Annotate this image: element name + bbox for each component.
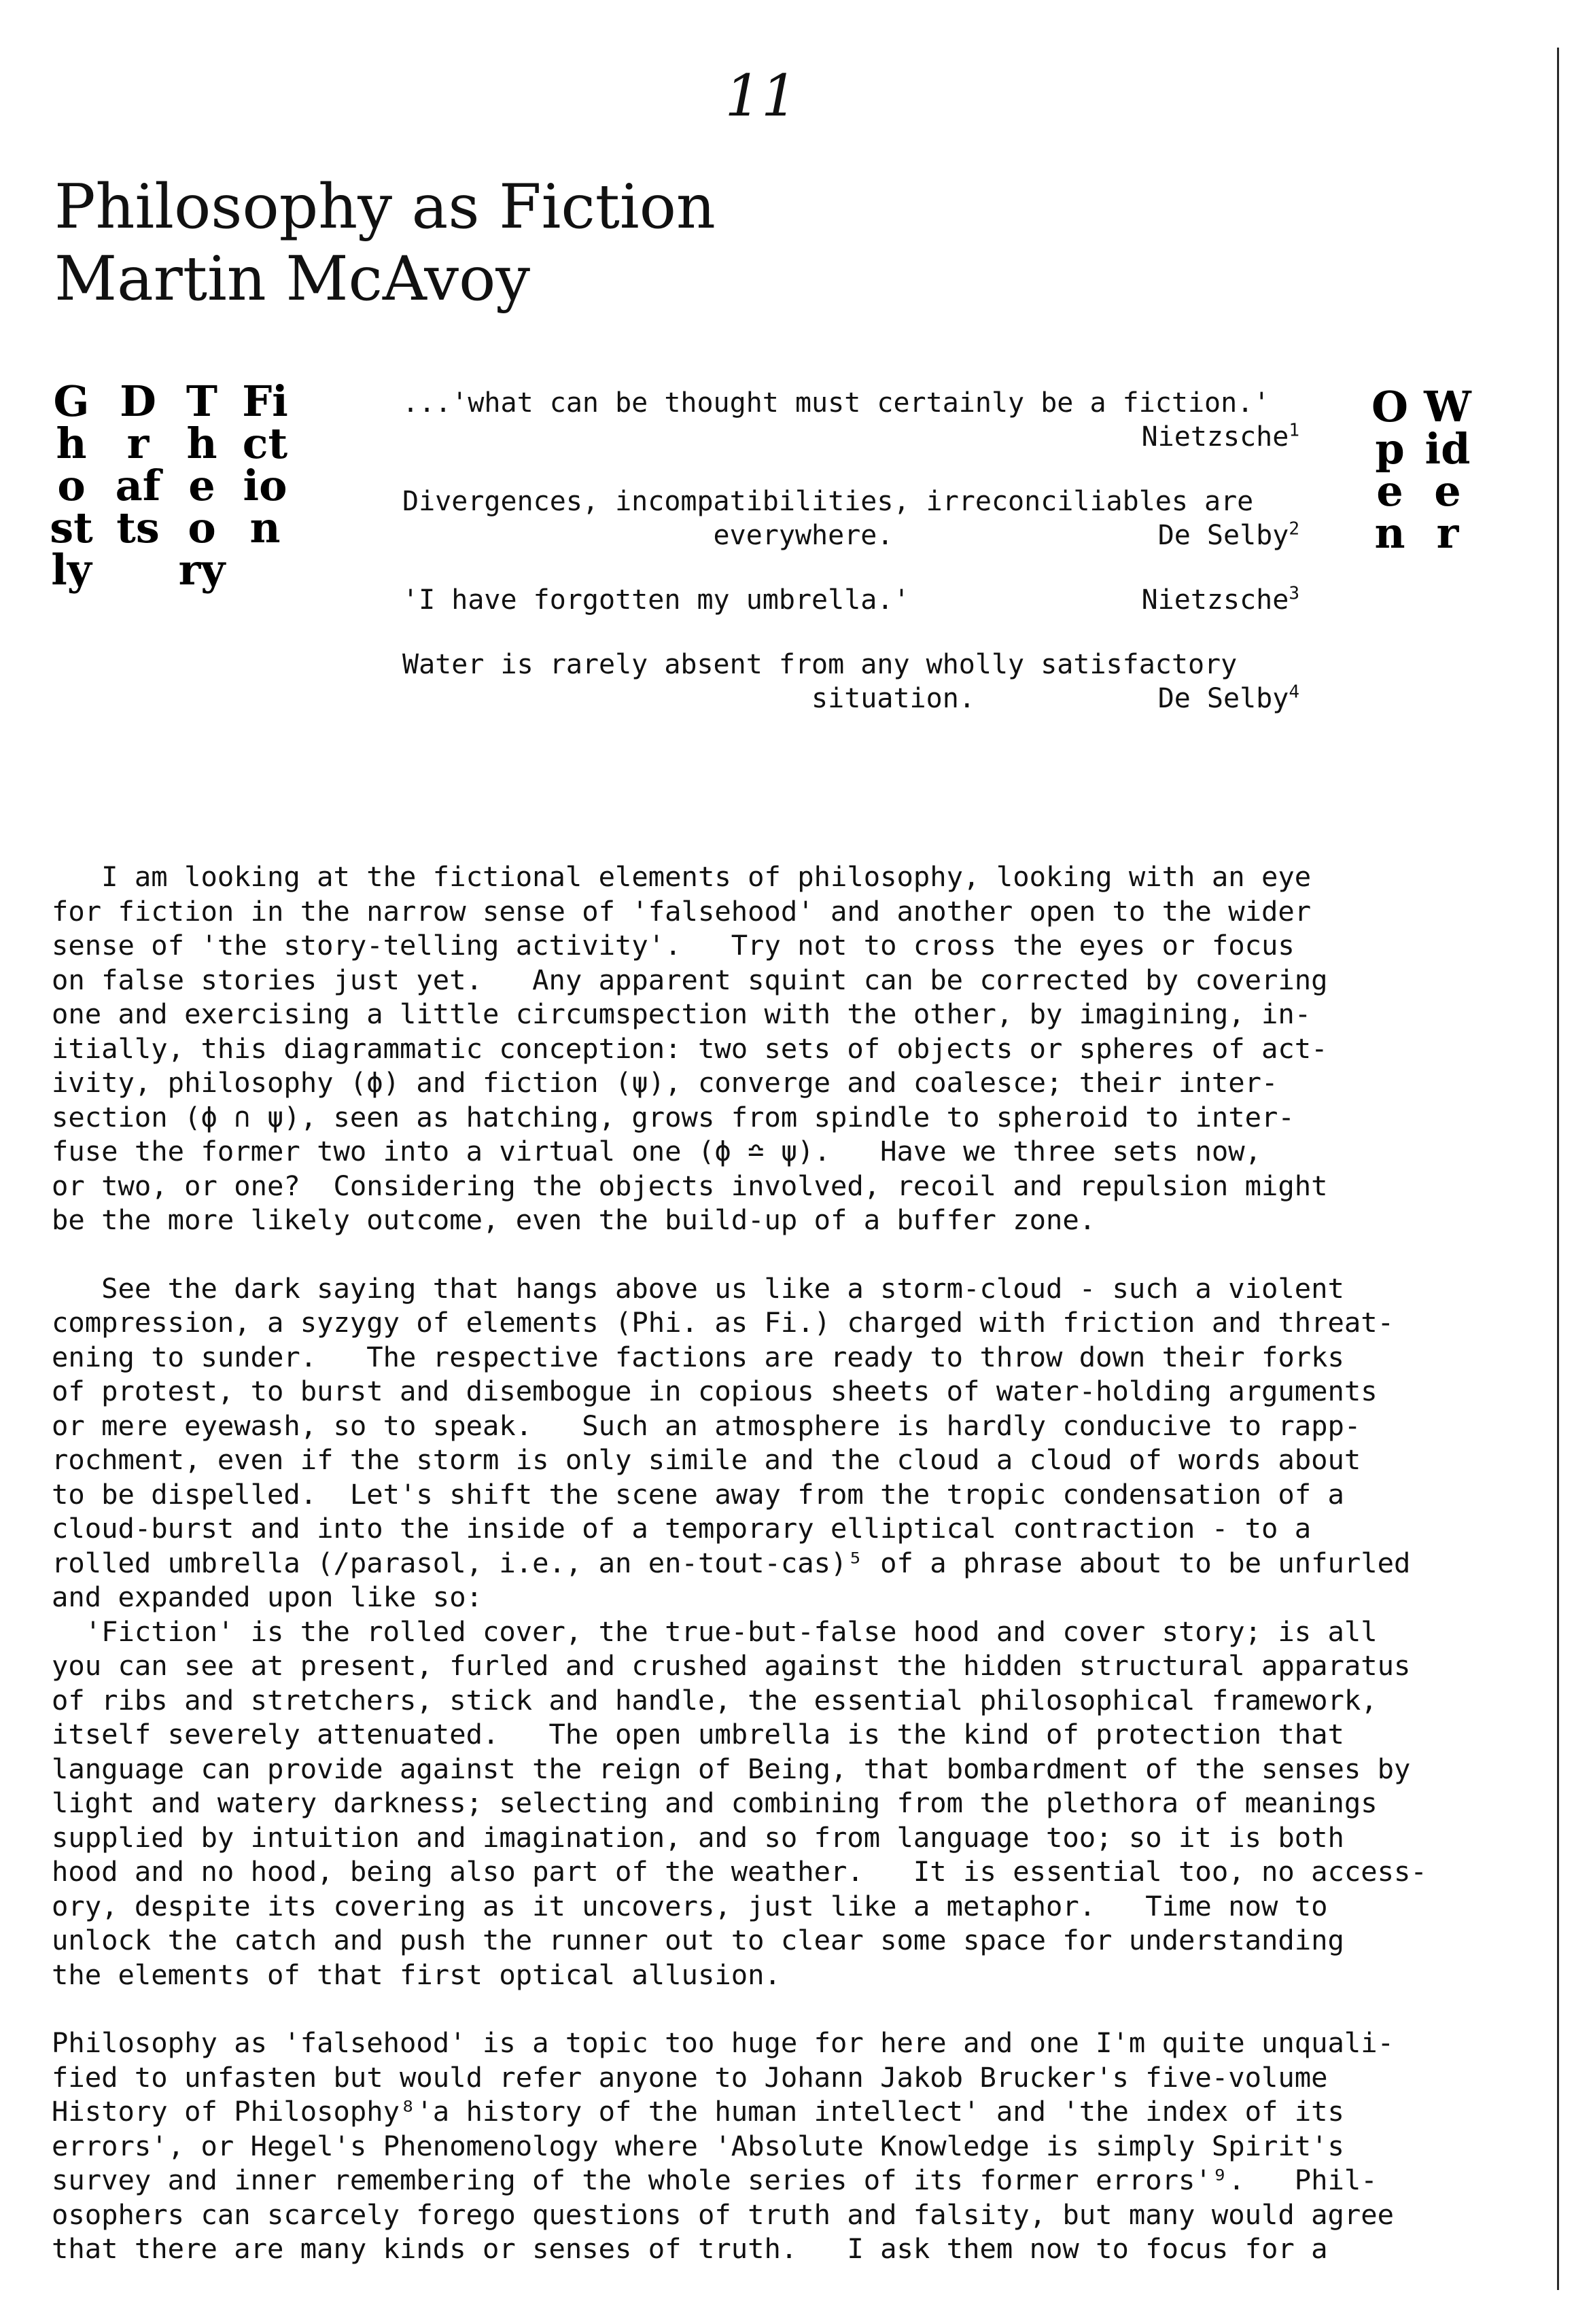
paragraph <box>52 2026 1506 2266</box>
text-line: 'Fiction' is the rolled cover, the true-but-false hood and cover story; is all <box>52 1615 1378 1648</box>
text-line: I am looking at the fictional elements of philosophy, looking with an eye <box>52 860 1312 893</box>
article-body <box>52 860 1506 2266</box>
text-line: itself severely attenuated. The open umbrella is the kind of protection that <box>52 1718 1344 1750</box>
epigraph-source: De Selby <box>1157 520 1289 551</box>
text-line: or mere eyewash, so to speak. Such an atmosphere is hardly conducive to rapp- <box>52 1409 1361 1442</box>
text-line: supplied by intuition and imagination, and so from language too; so it is both <box>52 1820 1344 1854</box>
text-line: one and exercising a little circumspection with the other, by imagining, in- <box>52 998 1312 1030</box>
text-line: fied to unfasten but would refer anyone to Johann Jakob Brucker's five-volume <box>52 2060 1328 2094</box>
text-line: fuse the former two into a virtual one (ϕ ≏ ψ). Have we three sets now, <box>52 1135 1261 1167</box>
decorative-vertical-text: Open <box>1371 382 1408 558</box>
paragraph-gap <box>52 1992 1506 2026</box>
page-number: 11 <box>724 63 798 129</box>
decorative-vertical-text: Ghostly <box>50 376 93 595</box>
epigraph-text: Divergences, incompatibilities, irreconciliables are <box>402 486 1254 517</box>
text-line: cloud-burst and into the inside of a temporary elliptical contraction - to a <box>52 1512 1312 1545</box>
footnote-marker: 1 <box>1289 420 1299 441</box>
article-title: Philosophy as Fiction <box>54 171 716 243</box>
page-edge-line <box>1557 48 1559 2290</box>
text-line: ivity, philosophy (ϕ) and fiction (ψ), converge and coalesce; their inter- <box>52 1066 1278 1099</box>
text-line: of protest, to burst and disembogue in copious sheets of water-holding arguments <box>52 1375 1378 1407</box>
text-line: of ribs and stretchers, stick and handle, the essential philosophical framework, <box>52 1683 1378 1716</box>
text-line: rolled umbrella (/parasol, i.e., an en-tout-cas)⁵ of a phrase about to be unfurled <box>52 1546 1411 1579</box>
text-line: light and watery darkness; selecting and combining from the plethora of meanings <box>52 1786 1378 1819</box>
epigraph-source: Nietzsche <box>1141 421 1289 453</box>
decorative-vertical-text: Fiction <box>242 376 288 552</box>
text-line: See the dark saying that hangs above us like a storm-cloud - such a violent <box>52 1271 1344 1305</box>
epigraph-attribution <box>402 682 1299 716</box>
paragraph <box>52 860 1506 1237</box>
text-line: and expanded upon like so: <box>52 1581 483 1613</box>
epigraph <box>402 583 1299 617</box>
footnote-marker: 3 <box>1289 583 1299 604</box>
epigraph <box>402 648 1299 716</box>
epigraph-text: ...'what can be thought must certainly be a fiction.' <box>402 387 1270 419</box>
text-line: compression, a syzygy of elements (Phi. as Fi.) charged with friction and threat- <box>52 1306 1395 1339</box>
text-line: on false stories just yet. Any apparent squint can be corrected by covering <box>52 963 1328 996</box>
epigraph-text: 'I have forgotten my umbrella.' <box>402 584 910 616</box>
epigraph-attribution <box>402 583 1299 617</box>
epigraph-attribution <box>402 420 1299 454</box>
text-line: ory, despite its covering as it uncovers, just like a metaphor. Time now to <box>52 1889 1328 1922</box>
text-line: or two, or one? Considering the objects involved, recoil and repulsion might <box>52 1169 1328 1202</box>
epigraph-text: Water is rarely absent from any wholly satisfactory <box>402 649 1238 680</box>
article-author: Martin McAvoy <box>54 243 531 315</box>
paragraph <box>52 1271 1506 1992</box>
footnote-marker: 2 <box>1289 518 1299 540</box>
paragraph-gap <box>52 1237 1506 1271</box>
text-line: unlock the catch and push the runner out to clear some space for understanding <box>52 1924 1344 1956</box>
epigraph-text: situation. <box>402 683 975 714</box>
text-line: you can see at present, furled and crushed against the hidden structural apparatus <box>52 1649 1411 1682</box>
text-line: rochment, even if the storm is only simile and the cloud a cloud of words about <box>52 1443 1361 1476</box>
epigraphs <box>402 386 1299 746</box>
text-line: survey and inner remembering of the whole series of its former errors'⁹. Phil- <box>52 2164 1378 2196</box>
epigraph-text: everywhere. <box>402 520 894 551</box>
text-line: Philosophy as 'falsehood' is a topic too huge for here and one I'm quite unquali- <box>52 2026 1395 2059</box>
text-line: itially, this diagrammatic conception: two sets of objects or spheres of act- <box>52 1032 1328 1065</box>
text-line: errors', or Hegel's Phenomenology where 'Absolute Knowledge is simply Spirit's <box>52 2129 1344 2162</box>
text-line: section (ϕ ∩ ψ), seen as hatching, grows from spindle to spheroid to inter- <box>52 1100 1295 1133</box>
text-line: to be dispelled. Let's shift the scene away from the tropic condensation of a <box>52 1477 1344 1511</box>
text-line: language can provide against the reign of Being, that bombardment of the senses by <box>52 1752 1411 1785</box>
footnote-marker: 4 <box>1289 682 1299 703</box>
epigraph <box>402 386 1299 454</box>
epigraph-attribution <box>402 518 1299 552</box>
text-line: that there are many kinds or senses of truth. I ask them now to focus for a <box>52 2232 1328 2265</box>
text-line: History of Philosophy⁸'a history of the human intellect' and 'the index of its <box>52 2095 1344 2128</box>
decorative-vertical-text: Drafts <box>115 376 161 552</box>
epigraph-source: Nietzsche <box>1141 584 1289 616</box>
epigraph-source: De Selby <box>1157 683 1289 714</box>
text-line: hood and no hood, being also part of the weather. It is essential too, no access- <box>52 1855 1427 1888</box>
text-line: be the more likely outcome, even the build-up of a buffer zone. <box>52 1203 1096 1236</box>
text-line: for fiction in the narrow sense of 'falsehood' and another open to the wider <box>52 894 1312 928</box>
text-line: sense of 'the story-telling activity'. Try not to cross the eyes or focus <box>52 929 1295 962</box>
decorative-vertical-text: Theory <box>178 376 226 595</box>
text-line: ening to sunder. The respective factions are ready to throw down their forks <box>52 1340 1344 1373</box>
epigraph <box>402 485 1299 552</box>
decorative-vertical-text: Wider <box>1424 382 1471 558</box>
text-line: osophers can scarcely forego questions of truth and falsity, but many would agree <box>52 2198 1395 2231</box>
text-line: the elements of that first optical allusion. <box>52 1958 781 1991</box>
